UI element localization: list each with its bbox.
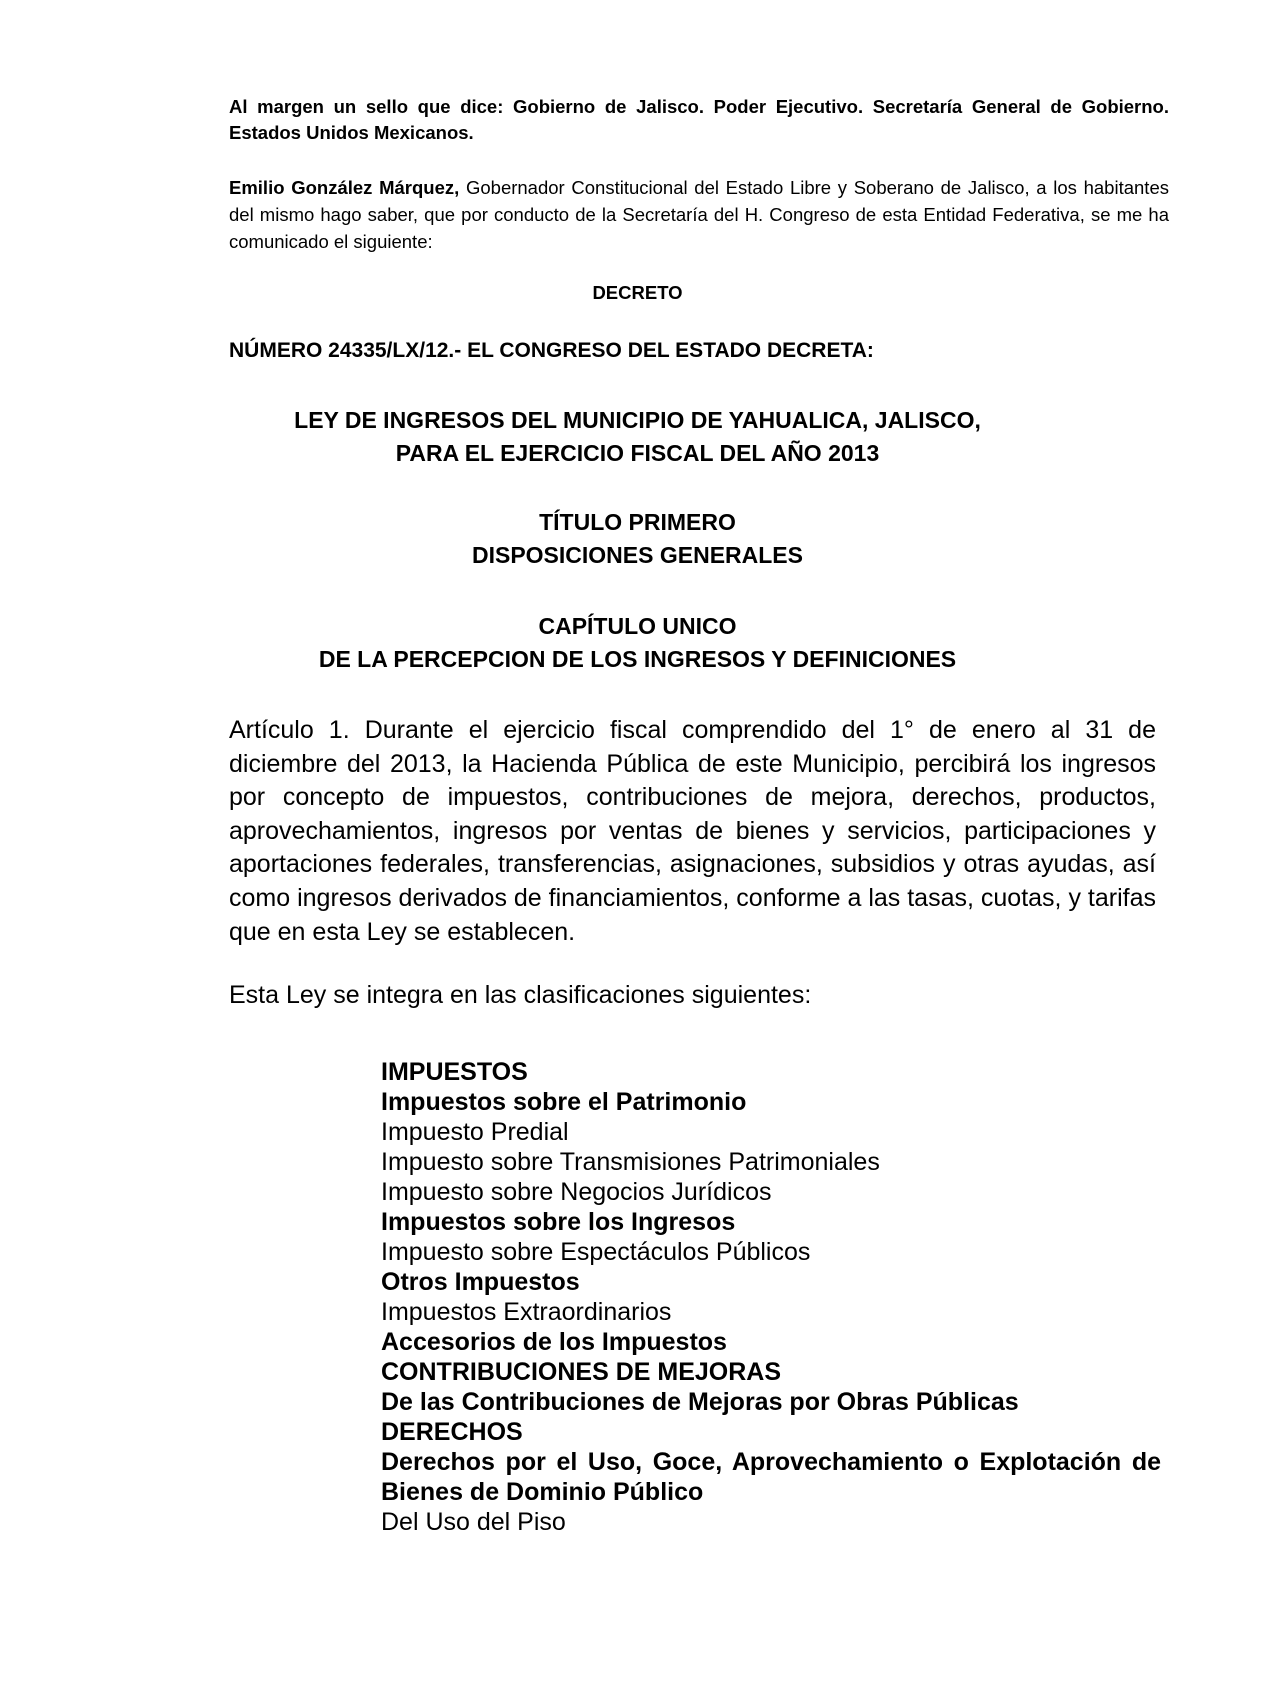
intro-text: Gobernador Constitucional del Estado Libre y Soberano de Jalisco, a los habitantes del mismo hago saber, que por conducto de la Secretaría del H. Congreso de esta Entidad Federativa, se me ha comunicado el siguiente: xyxy=(229,177,1169,252)
classification-item: Impuesto Predial xyxy=(381,1118,569,1146)
seal-note: Al margen un sello que dice: Gobierno de Jalisco. Poder Ejecutivo. Secretaría General de Gobierno. Estados Unidos Mexicanos. xyxy=(229,96,1169,143)
classification-item: DERECHOS xyxy=(381,1418,523,1446)
intro-paragraph xyxy=(229,174,1169,255)
capitulo-line-2: DE LA PERCEPCION DE LOS INGRESOS Y DEFINICIONES xyxy=(318,646,957,672)
classification-item: Del Uso del Piso xyxy=(381,1508,566,1536)
titulo-line-1: TÍTULO PRIMERO xyxy=(539,509,736,535)
article-1-paragraph: Artículo 1. Durante el ejercicio fiscal comprendido del 1° de enero al 31 de diciembre del 2013, la Hacienda Pública de este Municipio, percibirá los ingresos por concepto de impuestos, contribuciones de mejora, derechos, productos, aprovechamientos, ingresos por ventas de bienes y servicios, participaciones y aportaciones federales, transferencias, asignaciones, subsidios y otras ayudas, así como ingresos derivados de financiamientos, conforme a las tasas, cuotas, y tarifas que en esta Ley se establecen. xyxy=(229,716,1156,946)
classifications-list xyxy=(381,1057,1161,1537)
law-title-line-1: LEY DE INGRESOS DEL MUNICIPIO DE YAHUALICA, JALISCO, xyxy=(294,407,981,433)
classification-item: Impuesto sobre Negocios Jurídicos xyxy=(381,1178,772,1206)
capitulo-heading xyxy=(0,610,1275,676)
integra-paragraph: Esta Ley se integra en las clasificaciones siguientes: xyxy=(229,981,812,1009)
governor-name: Emilio González Márquez, xyxy=(229,177,460,198)
titulo-heading xyxy=(0,506,1275,572)
classification-item: Impuesto sobre Transmisiones Patrimoniales xyxy=(381,1148,880,1176)
classification-item: IMPUESTOS xyxy=(381,1058,528,1086)
classification-item: Derechos por el Uso, Goce, Aprovechamiento o Explotación de Bienes de Dominio Público xyxy=(381,1448,1161,1506)
classification-item: CONTRIBUCIONES DE MEJORAS xyxy=(381,1358,782,1386)
titulo-line-2: DISPOSICIONES GENERALES xyxy=(471,542,803,568)
capitulo-line-1: CAPÍTULO UNICO xyxy=(538,613,737,639)
classification-item: Impuestos sobre los Ingresos xyxy=(381,1208,736,1236)
classification-item: Impuestos sobre el Patrimonio xyxy=(381,1088,747,1116)
decree-number: NÚMERO 24335/LX/12.- EL CONGRESO DEL ESTADO DECRETA: xyxy=(229,339,874,362)
law-title xyxy=(0,404,1275,470)
classification-item: Impuesto sobre Espectáculos Públicos xyxy=(381,1238,811,1266)
classification-item: Otros Impuestos xyxy=(381,1268,580,1296)
classification-item: Impuestos Extraordinarios xyxy=(381,1298,672,1326)
classification-item: De las Contribuciones de Mejoras por Obras Públicas xyxy=(381,1388,1019,1416)
classification-item: Accesorios de los Impuestos xyxy=(381,1328,727,1356)
law-title-line-2: PARA EL EJERCICIO FISCAL DEL AÑO 2013 xyxy=(395,440,880,466)
decreto-label: DECRETO xyxy=(592,282,683,303)
